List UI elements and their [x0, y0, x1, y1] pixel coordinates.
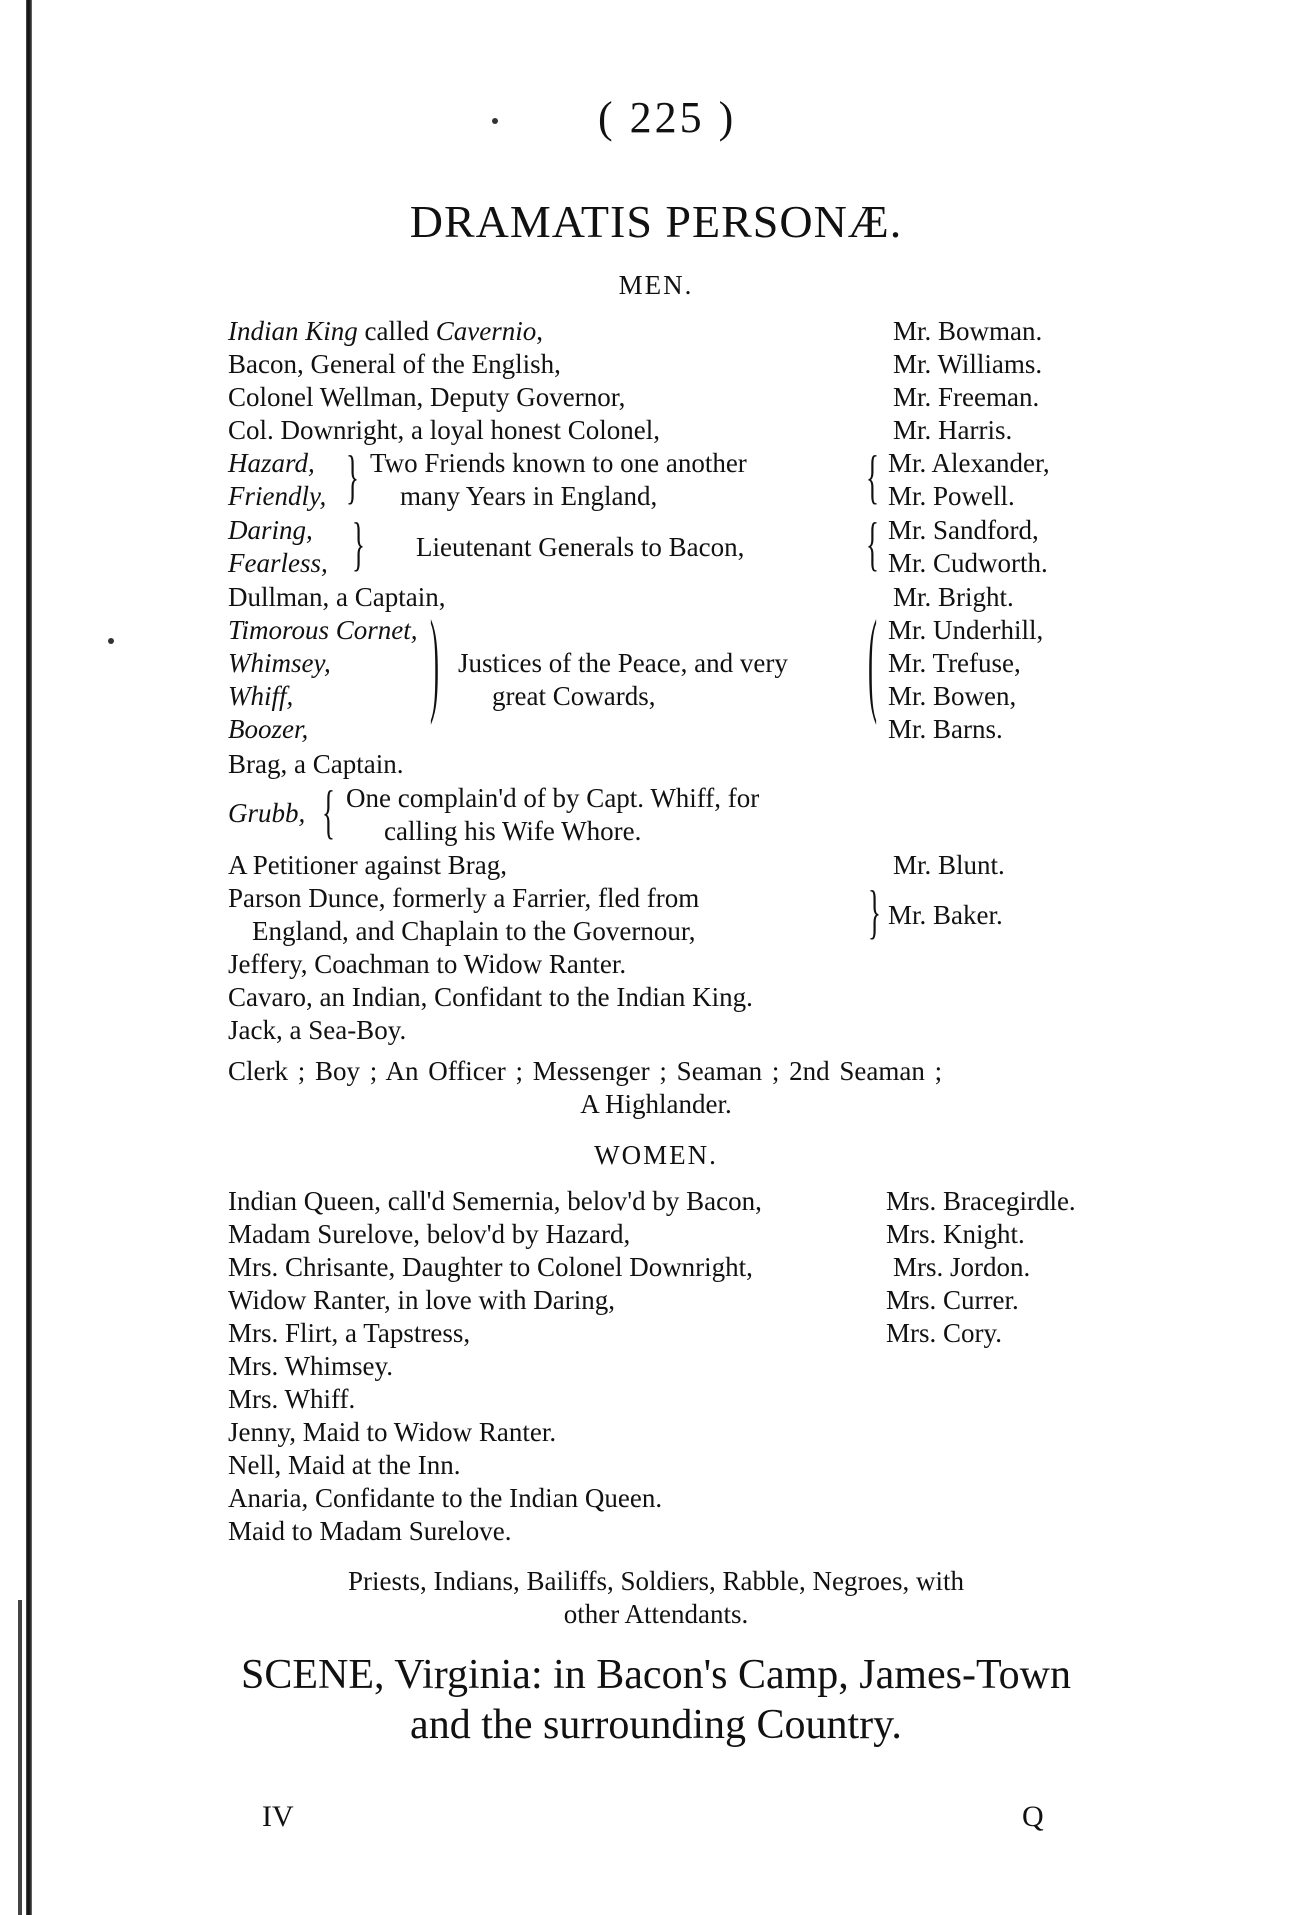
brace: } [352, 510, 365, 577]
signature-mark: Q [1022, 1800, 1044, 1833]
ink-speck [492, 118, 498, 124]
page-title: DRAMATIS PERSONÆ. [409, 196, 903, 247]
ink-speck [108, 638, 114, 644]
role-line: Nell, Maid at the Inn. [228, 1450, 461, 1480]
role-line: Colonel Wellman, Deputy Governor, [228, 382, 626, 412]
group-description: great Cowards, [492, 681, 656, 711]
scene-line: and the surrounding Country. [410, 1702, 902, 1748]
brace: ) [430, 596, 439, 726]
minor-roles: A Highlander. [580, 1089, 732, 1119]
actor-name: Mr. Williams. [893, 349, 1043, 379]
actor-name: Mr. Bowen, [888, 681, 1017, 711]
page-number: ( 225 ) [598, 93, 737, 142]
actor-name: Mrs. Jordon. [893, 1252, 1031, 1282]
group-description: One complain'd of by Capt. Whiff, for [346, 783, 760, 813]
brace: { [866, 510, 879, 577]
actor-name: Mr. Barns. [888, 714, 1003, 744]
role-line: Brag, a Captain. [228, 749, 404, 779]
actor-name: Mr. Bright. [893, 582, 1014, 612]
role-line: Parson Dunce, formerly a Farrier, fled from [228, 883, 700, 913]
actor-name: Mr. Baker. [888, 900, 1003, 930]
character-name: Hazard, [228, 448, 315, 478]
character-name: Fearless, [228, 548, 328, 578]
actor-name: Mr. Harris. [893, 415, 1013, 445]
actor-name: Mrs. Knight. [886, 1219, 1025, 1249]
role-line: Anaria, Confidante to the Indian Queen. [228, 1483, 663, 1513]
role-line: Col. Downright, a loyal honest Colonel, [228, 415, 660, 445]
role-line: Madam Surelove, belov'd by Hazard, [228, 1219, 631, 1249]
brace: } [346, 443, 359, 510]
attendants: other Attendants. [563, 1599, 749, 1629]
minor-roles: Clerk ; Boy ; An Officer ; Messenger ; Seaman ; 2nd Seaman ; [228, 1056, 943, 1086]
women-heading: WOMEN. [594, 1140, 718, 1170]
group-description: many Years in England, [400, 481, 658, 511]
actor-name: Mr. Freeman. [893, 382, 1040, 412]
volume-number: IV [262, 1800, 294, 1833]
role-line: A Petitioner against Brag, [228, 850, 507, 880]
role-line: Bacon, General of the English, [228, 349, 561, 379]
actor-name: Mr. Powell. [888, 481, 1015, 511]
brace: { [866, 443, 879, 510]
character-name: Daring, [228, 515, 313, 545]
brace: { [322, 778, 335, 845]
role-line: Widow Ranter, in love with Daring, [228, 1285, 616, 1315]
actor-name: Mrs. Currer. [886, 1285, 1019, 1315]
character-name: Friendly, [228, 481, 327, 511]
actor-name: Mr. Underhill, [888, 615, 1044, 645]
role-line: Mrs. Whimsey. [228, 1351, 393, 1381]
scene-line: SCENE, Virginia: in Bacon's Camp, James-Town [241, 1652, 1071, 1698]
group-description: calling his Wife Whore. [384, 816, 642, 846]
attendants: Priests, Indians, Bailiffs, Soldiers, Rabble, Negroes, with [348, 1566, 964, 1596]
role-line: Jack, a Sea-Boy. [228, 1015, 407, 1045]
group-description: Lieutenant Generals to Bacon, [416, 532, 745, 562]
actor-name: Mr. Trefuse, [888, 648, 1021, 678]
role-line: Maid to Madam Surelove. [228, 1516, 512, 1546]
role-line: Indian Queen, call'd Semernia, belov'd by Bacon, [228, 1186, 762, 1216]
actor-name: Mr. Bowman. [893, 316, 1043, 346]
binding-edge-lower [18, 1600, 22, 1915]
actor-name: Mr. Alexander, [888, 448, 1050, 478]
actor-name: Mr. Cudworth. [888, 548, 1048, 578]
character-name: Grubb, [228, 798, 306, 828]
role-line: England, and Chaplain to the Governour, [252, 916, 696, 946]
actor-name: Mr. Sandford, [888, 515, 1039, 545]
character-name: Boozer, [228, 714, 309, 744]
character-name: Whiff, [228, 681, 294, 711]
brace: } [868, 878, 881, 945]
actor-name: Mrs. Bracegirdle. [886, 1186, 1076, 1216]
actor-name: Mr. Blunt. [893, 850, 1005, 880]
men-heading: MEN. [618, 270, 694, 300]
character-name: Timorous Cornet, [228, 615, 418, 645]
role-line: Dullman, a Captain, [228, 582, 446, 612]
character-name: Whimsey, [228, 648, 331, 678]
group-description: Justices of the Peace, and very [458, 648, 788, 678]
role-line: Mrs. Whiff. [228, 1384, 356, 1414]
role-line: Cavaro, an Indian, Confidant to the Indian King. [228, 982, 753, 1012]
group-description: Two Friends known to one another [370, 448, 747, 478]
role-line: Jenny, Maid to Widow Ranter. [228, 1417, 557, 1447]
role-line: Jeffery, Coachman to Widow Ranter. [228, 949, 627, 979]
role-line: Indian King called Cavernio, [228, 316, 543, 346]
role-line: Mrs. Flirt, a Tapstress, [228, 1318, 471, 1348]
role-line: Mrs. Chrisante, Daughter to Colonel Downright, [228, 1252, 753, 1282]
actor-name: Mrs. Cory. [886, 1318, 1003, 1348]
brace: ( [868, 596, 877, 726]
